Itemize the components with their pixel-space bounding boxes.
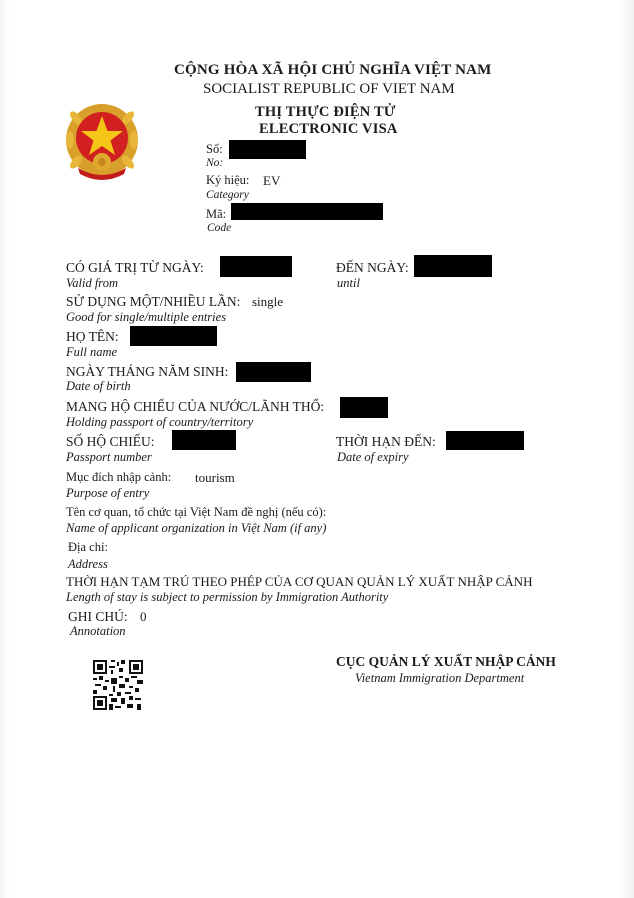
expiry-sublabel: Date of expiry bbox=[337, 450, 409, 464]
visa-number-label: Số: bbox=[206, 142, 223, 156]
until-label: ĐẾN NGÀY: bbox=[336, 260, 409, 275]
passport-number-label: SỐ HỘ CHIẾU: bbox=[66, 434, 155, 449]
address-label: Địa chỉ: bbox=[68, 540, 108, 554]
redacted-nationality bbox=[340, 397, 388, 418]
address-sublabel: Address bbox=[68, 557, 108, 571]
purpose-value: tourism bbox=[195, 470, 235, 485]
purpose-sublabel: Purpose of entry bbox=[66, 486, 150, 500]
category-value: EV bbox=[263, 173, 281, 188]
redacted-until bbox=[414, 255, 492, 277]
entries-sublabel: Good for single/multiple entries bbox=[66, 310, 227, 324]
dob-label: NGÀY THÁNG NĂM SINH: bbox=[66, 364, 229, 379]
full-name-label: HỌ TÊN: bbox=[66, 329, 119, 344]
until-sublabel: until bbox=[337, 276, 360, 290]
document-title-en: ELECTRONIC VISA bbox=[259, 121, 398, 137]
authority-name-en: Vietnam Immigration Department bbox=[355, 671, 525, 685]
category-label: Ký hiệu: bbox=[206, 173, 250, 187]
national-emblem-icon bbox=[64, 102, 140, 182]
full-name-sublabel: Full name bbox=[66, 345, 118, 359]
valid-from-label: CÓ GIÁ TRỊ TỪ NGÀY: bbox=[66, 260, 204, 275]
organization-label: Tên cơ quan, tổ chức tại Việt Nam đề nghị (nếu có): bbox=[66, 505, 327, 519]
annotation-sublabel: Annotation bbox=[70, 624, 126, 638]
code-label: Mã: bbox=[206, 207, 227, 221]
organization-sublabel: Name of applicant organization in Việt Nam (if any) bbox=[66, 521, 327, 535]
dob-sublabel: Date of birth bbox=[66, 379, 131, 393]
qr-code-icon bbox=[93, 660, 143, 710]
redacted-code bbox=[231, 203, 383, 220]
nationality-sublabel: Holding passport of country/territory bbox=[66, 415, 254, 429]
country-name-en: SOCIALIST REPUBLIC OF VIET NAM bbox=[203, 81, 455, 97]
country-name-vi: CỘNG HÒA XÃ HỘI CHỦ NGHĨA VIỆT NAM bbox=[174, 62, 492, 78]
passport-number-sublabel: Passport number bbox=[66, 450, 152, 464]
nationality-label: MANG HỘ CHIẾU CỦA NƯỚC/LÃNH THỔ: bbox=[66, 399, 325, 414]
redacted-dob bbox=[236, 362, 311, 382]
code-sublabel: Code bbox=[207, 222, 232, 234]
redacted-valid-from bbox=[220, 256, 292, 277]
expiry-label: THỜI HẠN ĐẾN: bbox=[336, 434, 436, 449]
entries-value: single bbox=[252, 294, 284, 309]
redacted-visa-number bbox=[229, 140, 306, 159]
redacted-full-name bbox=[130, 326, 217, 346]
authority-name-vi: CỤC QUẢN LÝ XUẤT NHẬP CẢNH bbox=[336, 654, 556, 669]
redacted-passport-number bbox=[172, 430, 236, 450]
visa-number-sublabel: No: bbox=[206, 157, 224, 169]
annotation-label: GHI CHÚ: bbox=[68, 609, 128, 624]
stay-label: THỜI HẠN TẠM TRÚ THEO PHÉP CỦA CƠ QUAN QUẢN LÝ XUẤT NHẬP CẢNH bbox=[66, 574, 533, 589]
category-sublabel: Category bbox=[206, 189, 249, 201]
annotation-value: 0 bbox=[140, 609, 147, 624]
purpose-label: Mục đích nhập cảnh: bbox=[66, 470, 172, 484]
stay-sublabel: Length of stay is subject to permission by Immigration Authority bbox=[66, 590, 389, 604]
document-title-vi: THỊ THỰC ĐIỆN TỬ bbox=[255, 104, 396, 120]
redacted-expiry bbox=[446, 431, 524, 450]
entries-label: SỬ DỤNG MỘT/NHIỀU LẦN: bbox=[66, 294, 241, 309]
valid-from-sublabel: Valid from bbox=[66, 276, 118, 290]
